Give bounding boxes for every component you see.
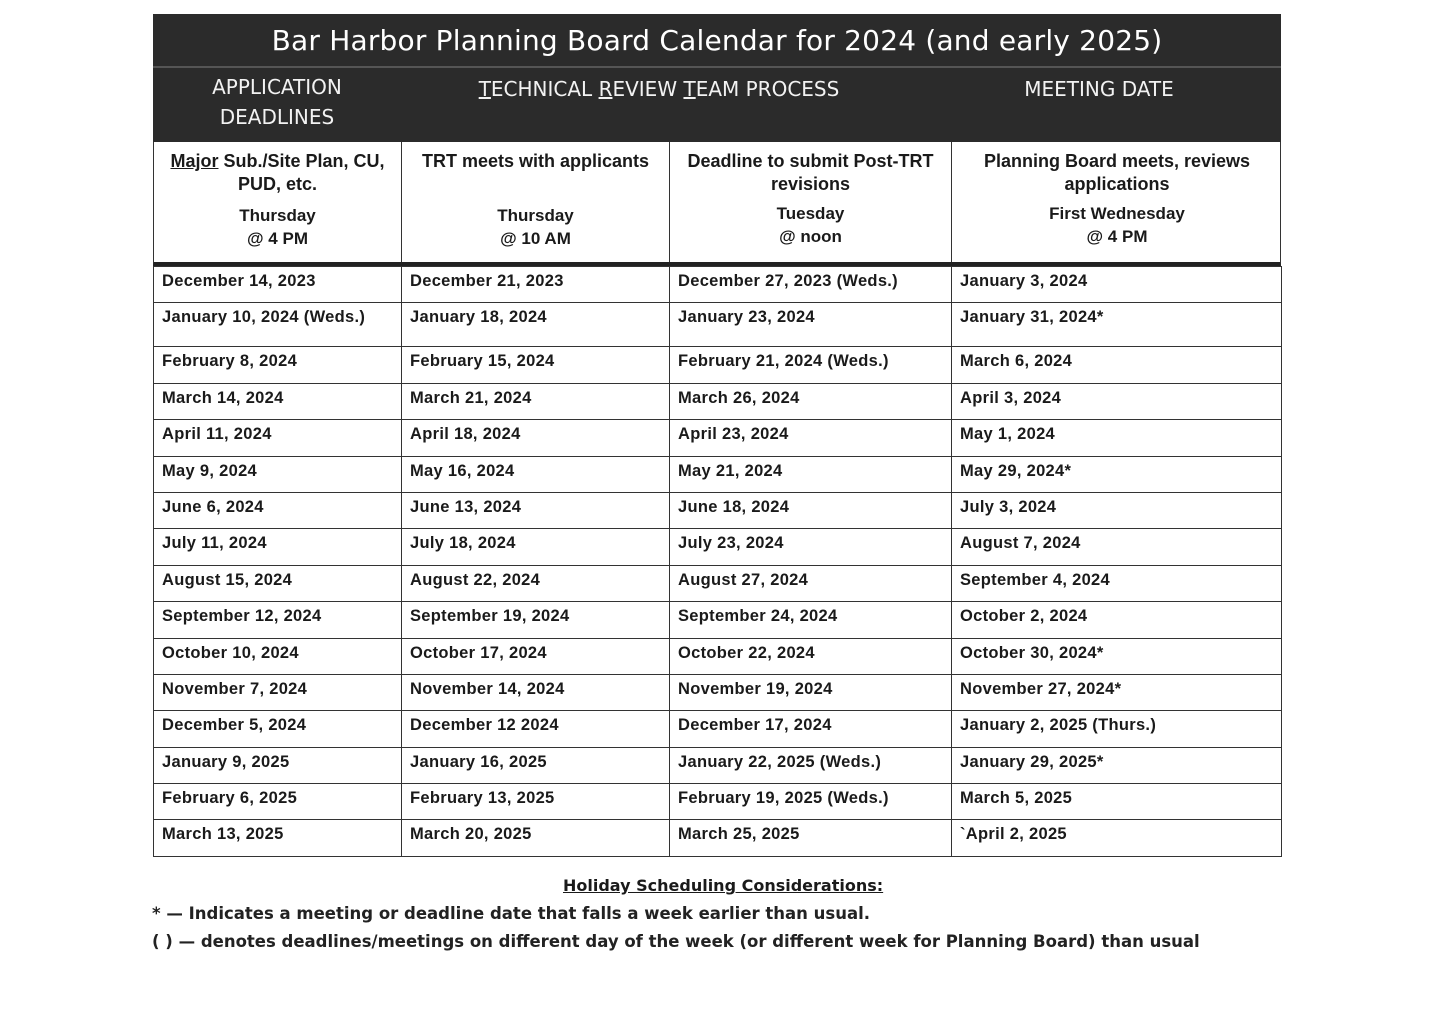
- cell-application-deadline: April 11, 2024: [154, 420, 402, 456]
- table-row: [154, 456, 1282, 492]
- cell-board-meeting: August 7, 2024: [952, 529, 1282, 565]
- parentheses-note: ( ) — denotes deadlines/meetings on different day of the week (or different week for Planning Board) than usual: [152, 932, 1200, 951]
- table-row: [154, 565, 1282, 601]
- cell-trt-meeting: April 18, 2024: [402, 420, 670, 456]
- column-schedule: Tuesday @ noon: [776, 204, 845, 246]
- column-label: Planning Board meets, reviews applications: [983, 151, 1251, 194]
- cell-trt-meeting: August 22, 2024: [402, 565, 670, 601]
- section-meeting-date: MEETING DATE: [1024, 77, 1174, 101]
- table-row: [154, 747, 1282, 783]
- table-row: [154, 383, 1282, 419]
- column-schedule: First Wednesday @ 4 PM: [1049, 204, 1185, 246]
- cell-post-trt-deadline: November 19, 2024: [670, 674, 952, 710]
- cell-post-trt-deadline: September 24, 2024: [670, 602, 952, 638]
- cell-trt-meeting: June 13, 2024: [402, 492, 670, 528]
- cell-board-meeting: April 3, 2024: [952, 383, 1282, 419]
- cell-post-trt-deadline: October 22, 2024: [670, 638, 952, 674]
- section-application-deadlines: APPLICATION DEADLINES: [212, 75, 342, 129]
- table-row: [154, 638, 1282, 674]
- table-row: [154, 303, 1282, 347]
- asterisk-note: * — Indicates a meeting or deadline date that falls a week earlier than usual.: [152, 904, 871, 923]
- cell-board-meeting: May 1, 2024: [952, 420, 1282, 456]
- cell-post-trt-deadline: January 23, 2024: [670, 303, 952, 347]
- cell-application-deadline: September 12, 2024: [154, 602, 402, 638]
- column-header-planning-board: [952, 142, 1282, 262]
- cell-application-deadline: January 9, 2025: [154, 747, 402, 783]
- cell-post-trt-deadline: December 27, 2023 (Weds.): [670, 267, 952, 303]
- cell-board-meeting: November 27, 2024*: [952, 674, 1282, 710]
- cell-board-meeting: March 5, 2025: [952, 784, 1282, 820]
- cell-trt-meeting: February 15, 2024: [402, 347, 670, 383]
- cell-trt-meeting: March 20, 2025: [402, 820, 670, 856]
- table-row: [154, 420, 1282, 456]
- cell-application-deadline: March 14, 2024: [154, 383, 402, 419]
- table-row: [154, 602, 1282, 638]
- cell-post-trt-deadline: June 18, 2024: [670, 492, 952, 528]
- column-label: TRT meets with applicants: [421, 151, 650, 171]
- cell-application-deadline: February 8, 2024: [154, 347, 402, 383]
- cell-application-deadline: November 7, 2024: [154, 674, 402, 710]
- cell-trt-meeting: February 13, 2025: [402, 784, 670, 820]
- table-row: [154, 674, 1282, 710]
- cell-post-trt-deadline: February 21, 2024 (Weds.): [670, 347, 952, 383]
- cell-trt-meeting: October 17, 2024: [402, 638, 670, 674]
- cell-application-deadline: March 13, 2025: [154, 820, 402, 856]
- cell-board-meeting: `April 2, 2025: [952, 820, 1282, 856]
- section-header-bar: [153, 66, 1281, 142]
- column-header-trt-meets: [402, 142, 670, 262]
- cell-board-meeting: January 29, 2025*: [952, 747, 1282, 783]
- cell-application-deadline: December 5, 2024: [154, 711, 402, 747]
- column-schedule: Thursday @ 10 AM: [497, 206, 574, 248]
- cell-application-deadline: May 9, 2024: [154, 456, 402, 492]
- cell-trt-meeting: December 21, 2023: [402, 267, 670, 303]
- cell-board-meeting: October 30, 2024*: [952, 638, 1282, 674]
- cell-post-trt-deadline: March 26, 2024: [670, 383, 952, 419]
- calendar-sheet: [153, 14, 1281, 857]
- column-headers: [153, 142, 1281, 266]
- cell-board-meeting: March 6, 2024: [952, 347, 1282, 383]
- table-row: [154, 267, 1282, 303]
- cell-board-meeting: May 29, 2024*: [952, 456, 1282, 492]
- section-technical-review-team: TECHNICAL REVIEW TEAM PROCESS: [478, 77, 840, 101]
- column-header-post-trt-deadline: [670, 142, 952, 262]
- table-row: [154, 711, 1282, 747]
- cell-trt-meeting: March 21, 2024: [402, 383, 670, 419]
- cell-post-trt-deadline: February 19, 2025 (Weds.): [670, 784, 952, 820]
- table-row: [154, 347, 1282, 383]
- cell-application-deadline: January 10, 2024 (Weds.): [154, 303, 402, 347]
- cell-board-meeting: July 3, 2024: [952, 492, 1282, 528]
- cell-trt-meeting: July 18, 2024: [402, 529, 670, 565]
- holiday-heading: Holiday Scheduling Considerations:: [563, 876, 884, 895]
- cell-post-trt-deadline: April 23, 2024: [670, 420, 952, 456]
- cell-trt-meeting: May 16, 2024: [402, 456, 670, 492]
- cell-post-trt-deadline: August 27, 2024: [670, 565, 952, 601]
- cell-board-meeting: January 3, 2024: [952, 267, 1282, 303]
- cell-application-deadline: February 6, 2025: [154, 784, 402, 820]
- cell-board-meeting: January 2, 2025 (Thurs.): [952, 711, 1282, 747]
- table-row: [154, 820, 1282, 856]
- cell-application-deadline: August 15, 2024: [154, 565, 402, 601]
- calendar-title: Bar Harbor Planning Board Calendar for 2024 (and early 2025): [153, 14, 1281, 66]
- calendar-table: [153, 266, 1282, 857]
- column-label: Major Sub./Site Plan, CU, PUD, etc.: [170, 151, 385, 194]
- table-row: [154, 492, 1282, 528]
- cell-trt-meeting: January 16, 2025: [402, 747, 670, 783]
- cell-post-trt-deadline: May 21, 2024: [670, 456, 952, 492]
- cell-post-trt-deadline: July 23, 2024: [670, 529, 952, 565]
- column-schedule: Thursday @ 4 PM: [239, 206, 316, 248]
- cell-trt-meeting: November 14, 2024: [402, 674, 670, 710]
- cell-application-deadline: June 6, 2024: [154, 492, 402, 528]
- cell-board-meeting: January 31, 2024*: [952, 303, 1282, 347]
- cell-post-trt-deadline: January 22, 2025 (Weds.): [670, 747, 952, 783]
- cell-board-meeting: September 4, 2024: [952, 565, 1282, 601]
- table-row: [154, 529, 1282, 565]
- cell-application-deadline: October 10, 2024: [154, 638, 402, 674]
- cell-application-deadline: July 11, 2024: [154, 529, 402, 565]
- cell-post-trt-deadline: December 17, 2024: [670, 711, 952, 747]
- cell-trt-meeting: September 19, 2024: [402, 602, 670, 638]
- column-header-application: [154, 142, 402, 262]
- column-label: Deadline to submit Post-TRT revisions: [687, 151, 934, 194]
- cell-application-deadline: December 14, 2023: [154, 267, 402, 303]
- cell-board-meeting: October 2, 2024: [952, 602, 1282, 638]
- cell-trt-meeting: December 12 2024: [402, 711, 670, 747]
- cell-trt-meeting: January 18, 2024: [402, 303, 670, 347]
- table-row: [154, 784, 1282, 820]
- cell-post-trt-deadline: March 25, 2025: [670, 820, 952, 856]
